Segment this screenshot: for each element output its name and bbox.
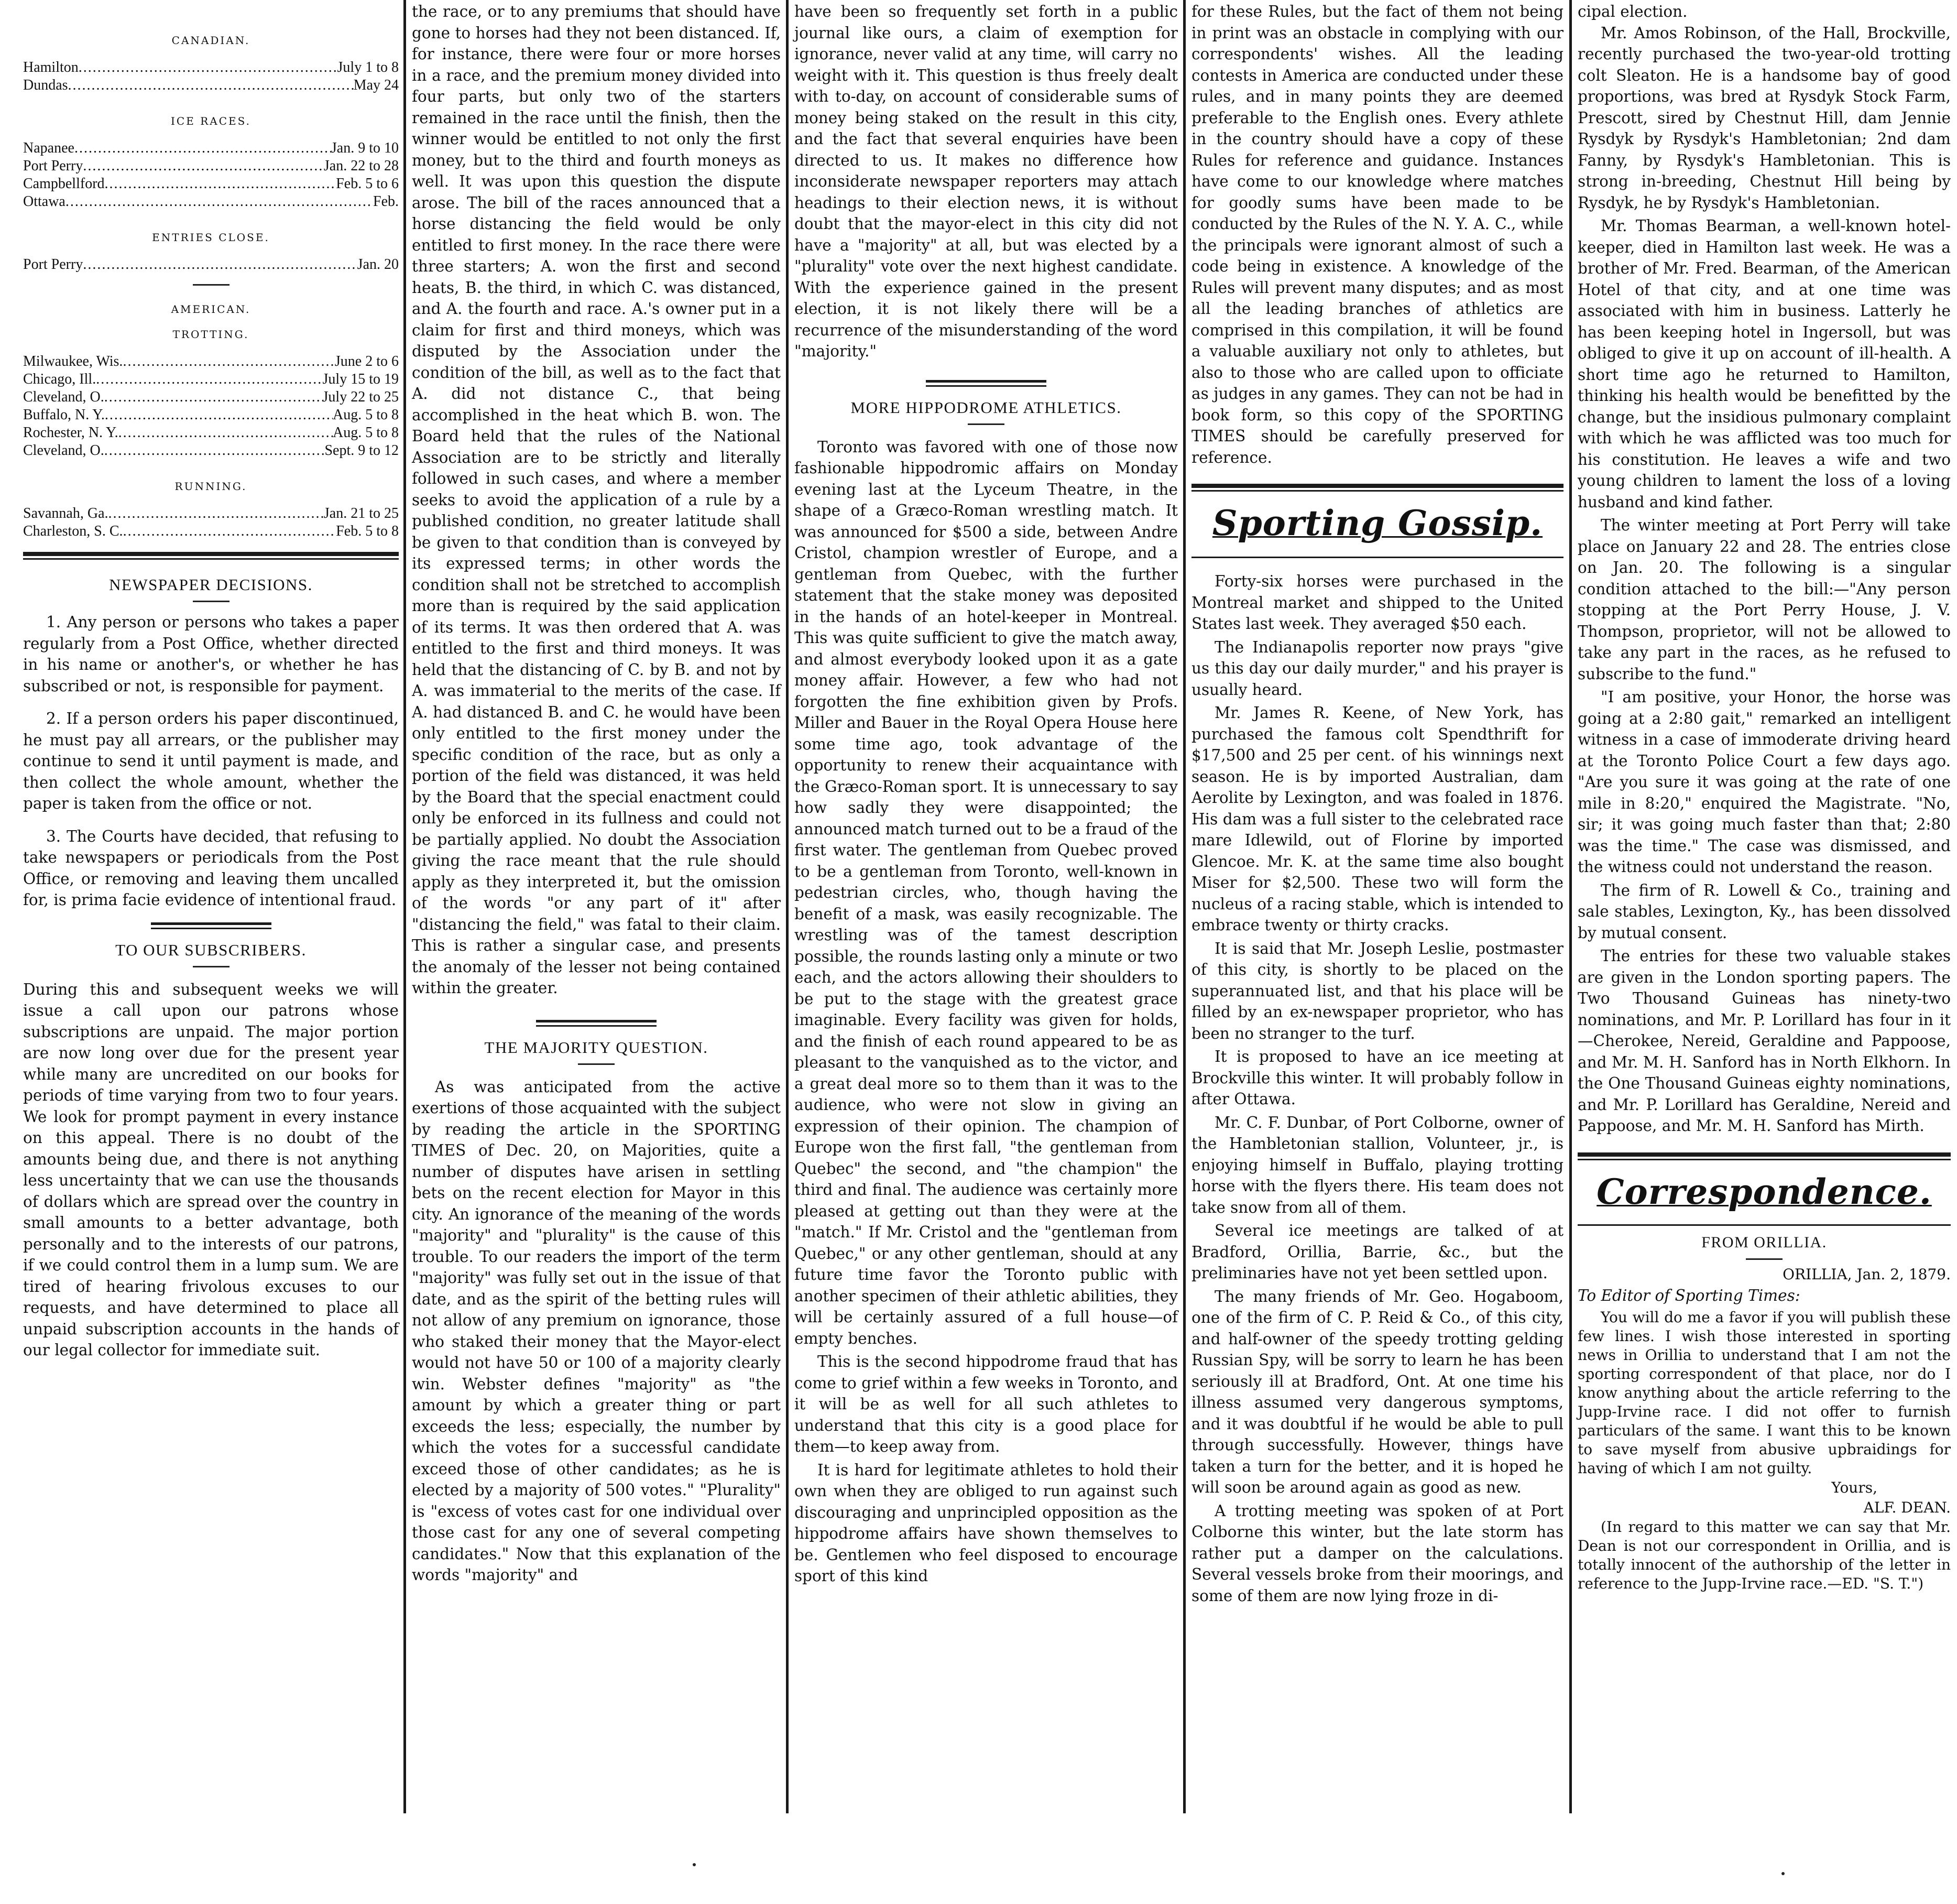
fixture-date: July 1 to 8	[337, 59, 399, 75]
gossip-item: "I am positive, your Honor, the horse was going at a 2:80 gait," remarked an intelligent witness in a case of immoderate driving heard at the Toronto Police Court a few days ago. "Are you sure it was going at the rate of one mile in 8:20," enquired the Magistrate. "No, sir; it was going much faster than that; 2:80 was the time." The case was dismissed, and the witness could not understand the reason.	[1578, 688, 1951, 876]
leader-dots	[104, 442, 325, 460]
divider	[968, 423, 1004, 425]
leader-dots	[105, 175, 336, 193]
fixture-row	[23, 77, 399, 94]
fixture-place: Chicago, Ill.	[23, 371, 96, 387]
fixture-row	[23, 59, 399, 77]
divider	[1191, 557, 1564, 558]
article-body: cipal election.	[1578, 3, 1688, 20]
fixture-place: Port Perry	[23, 158, 83, 174]
leader-dots	[68, 77, 354, 94]
heading-correspondence: Correspondence.	[1597, 1171, 1932, 1212]
fixture-row	[23, 139, 399, 157]
divider	[1578, 1152, 1951, 1157]
fixture-list	[23, 139, 399, 211]
decisions-list	[23, 612, 399, 911]
gossip-item: Mr. C. F. Dunbar, of Port Colborne, owner of the Hambletonian stallion, Volunteer, jr., is enjoying himself in Buffalo, playing trotting horse with the flyers there. His team does not take snow from all of them.	[1191, 1113, 1564, 1216]
divider	[193, 966, 229, 967]
gossip-item: It is said that Mr. Joseph Leslie, postmaster of this city, is shortly to be placed on the superannuated list, and that his place will be filled by an ex-newspaper proprietor, who has been no stranger to the turf.	[1191, 939, 1564, 1042]
leader-dots	[96, 371, 322, 388]
fixture-list	[23, 256, 399, 274]
leader-dots	[74, 139, 331, 157]
section-ice-races: ICE RACES.	[171, 115, 251, 127]
article-body: the race, or to any premiums that should have gone to horses had they not been distanced. If, for instance, there were four or more horses in a race, and the premium money divided into four parts, but only two of the starters remained in the race until the finish, then the winner would be entitled to not only the first money, but to the third and fourth moneys as well. It was upon this question the dispute arose. The bill of the races announced that a horse distancing the field would be only entitled to first money. In the race there were three starters; A. won the first and second heats, B. the third, in which C. was distanced, and A. the fourth and race. A.'s owner put in a claim for first and third moneys, which was disputed by the Association under the condition of the bill, as well as to the fact that A. did not distance C., that being accomplished in the heat which B. won. The Board held that the rules of the National Association are to be strictly and literally followed in such cases, and where a member seeks to avoid the application of a rule by a published condition, no greater latitude shall be given to that condition than is conveyed by its expressed terms; in other words the condition shall not be stretched to accomplish more than is required by the said application of its terms. It was then ordered that A. was entitled to the first and third moneys. It was held that the distancing of C. by B. and not by A. was immaterial to the merits of the case. If A. had distanced B. and C. he would have been only entitled to the first money under the specific condition of the race, but as only a portion of the field was distanced, it was held by the Board that the special enactment could only be enforced in its fullness and could not be partially applied. No doubt the Association giving the race meant that the rule should apply as they interpreted it, but the omission of the words "or any part of it" after "distancing the field," was fatal to their claim. This is rather a singular case, and presents the anomaly of the lesser not being contained within the greater.	[412, 3, 781, 997]
divider	[536, 1020, 657, 1027]
gossip-item: The winter meeting at Port Perry will take place on January 22 and 28. The entries close on Jan. 20. The following is a singular condition attached to the bill:—"Any person stopping at the Port Perry House, J. V. Thompson, proprietor, will not be allowed to take any part in the races, as he refused to subscribe to the fund."	[1578, 516, 1951, 683]
fixture-row	[23, 406, 399, 424]
divider	[193, 601, 229, 602]
letter-dateline: ORILLIA, Jan. 2, 1879.	[1783, 1265, 1951, 1283]
fixture-row	[23, 175, 399, 193]
fixture-date: Jan. 9 to 10	[331, 140, 399, 156]
heading-newspaper-decisions: NEWSPAPER DECISIONS.	[109, 575, 313, 594]
divider	[1578, 1159, 1951, 1160]
column-4	[1189, 0, 1566, 1904]
section-entries-close: ENTRIES CLOSE.	[152, 231, 270, 244]
gossip-item: The entries for these two valuable stakes are given in the London sporting papers. The Two Thousand Guineas has ninety-two nominations, and Mr. P. Lorillard has four in it—Cherokee, Nereid, Geraldine and Pappoose, and Mr. M. H. Sanford has in North Elkhorn. In the One Thousand Guineas eighty nominations, and Mr. P. Lorillard has Geraldine, Nereid and Pappoose, and Mr. M. H. Sanford has Mirth.	[1578, 947, 1951, 1135]
divider	[23, 558, 399, 560]
letter-closing: Yours,	[1831, 1479, 1877, 1496]
fixture-row	[23, 523, 399, 540]
gossip-item: The Indianapolis reporter now prays "give us this day our daily murder," and his prayer is usually heard.	[1191, 638, 1564, 699]
editor-note: (In regard to this matter we can say that Mr. Dean is not our correspondent in Orillia, and is totally innocent of the authorship of the letter in reference to the Jupp-Irvine race.—ED. "S. T.")	[1578, 1518, 1951, 1592]
leader-dots	[65, 193, 373, 211]
letter-signature: ALF. DEAN.	[1863, 1499, 1951, 1516]
fixture-place: Buffalo, N. Y.	[23, 407, 105, 423]
fixture-date: May 24	[353, 77, 399, 93]
leader-dots	[123, 353, 334, 371]
fixture-row	[23, 193, 399, 211]
article-body: This is the second hippodrome fraud that has come to grief within a few weeks in Toronto, and it will be as well for all such athletes to understand that this city is a good place for them—to keep away from.	[794, 1353, 1178, 1455]
article-body: Toronto was favored with one of those now fashionable hippodromic affairs on Monday evening last at the Lyceum Theatre, in the shape of a Græco-Roman wrestling match. It was announced for $500 a side, between Andre Cristol, champion wrestler of Europe, and a gentleman from Quebec, with the further statement that the stake money was deposited in the hands of an hotel-keeper in Montreal. This was quite sufficient to give the match away, and almost everybody looked upon it as a gate money affair. However, a few who had not forgotten the fine exhibition given by Profs. Miller and Bauer in the Royal Opera House here some time ago, took advantage of the opportunity to renew their acquaintance with the Græco-Roman sport. It is unnecessary to say how sadly they were disappointed; the announced match turned out to be a fraud of the first water. The gentleman from Quebec proved to be a gentleman from Toronto, well-known in pedestrian circles, who, though having the benefit of a mask, was easily recognizable. The wrestling was of the tamest description possible, the rounds lasting only a minute or two each, and the actors allowing their shoulders to be put to the stage with the greatest grace imaginable. Every facility was given for holds, and the finish of each round appeared to be as pleasant to the vanquished as to the victor, and a great deal more so to them than it was to the audience, who were not slow in giving an expression of their opinion. The champion of Europe won the first fall, "the gentleman from Quebec" the second, and "the champion" the third and final. The audience was certainly more pleased at getting out than they were at the "match." If Mr. Cristol and the "gentleman from Quebec," or any other gentleman, should at any future time favor the Toronto public with another specimen of their athletic abilities, they will be certainly assured of a full house—of empty benches.	[794, 438, 1178, 1347]
column-rule	[1569, 0, 1572, 1813]
letter-body: You will do me a favor if you will publish these few lines. I wish those interested in sporting news in Orillia to understand that I am not the sporting correspondent of that place, nor do I know anything about the article referring to the Jupp-Irvine race. I did not offer to furnish particulars of the same. I want this to be known to save myself from abusive upbraidings for having of which I am not guilty.	[1578, 1309, 1951, 1477]
column-1	[21, 0, 401, 1904]
column-5	[1576, 0, 1953, 1904]
article-body: have been so frequently set forth in a public journal like ours, a claim of exemption for ignorance, never valid at any time, will carry no weight with it. This question is thus freely dealt with to-day, on account of considerable sums of money being staked on the result in this city, and the fact that several enquiries have been directed to us. It makes no difference how inconsiderate newspaper reporters may attach headings to their election news, it is without doubt that the mayor-elect in this city did not have a "majority" at all, but was elected by a "plurality" vote over the next highest candidate. With the experience gained in the present election, it is not likely there will be a recurrence of the misunderstanding of the word "majority."	[794, 3, 1178, 360]
fixture-date: Jan. 21 to 25	[323, 505, 399, 521]
divider	[1578, 1224, 1951, 1226]
gossip-item: The firm of R. Lowell & Co., training and sale stables, Lexington, Ky., has been dissolved by mutual consent.	[1578, 881, 1951, 942]
fixture-place: Napanee	[23, 140, 74, 156]
gossip-item: Mr. Thomas Bearman, a well-known hotel-keeper, died in Hamilton last week. He was a brother of Mr. Fred. Bearman, of the American Hotel of that city, and at one time was associated with him in business. Latterly he has been keeping hotel in Ingersoll, but was obliged to give it up on account of ill-health. A short time ago he returned to Hamilton, thinking his health would be benefitted by the change, but the insidious pulmonary complaint with which he was afflicted was too much for his constitution. He leaves a wife and two young children to lament the loss of a loving husband and kind father.	[1578, 217, 1951, 511]
divider	[1191, 484, 1564, 488]
section-running: RUNNING.	[174, 480, 247, 493]
fixture-date: Jan. 20	[357, 256, 399, 273]
leader-dots	[108, 505, 324, 523]
column-rule	[1183, 0, 1186, 1813]
decision-item: 1. Any person or persons who takes a paper regularly from a Post Office, whether directed in his name or another's, or whether he has subscribed or not, is responsible for payment.	[23, 613, 399, 695]
fixture-place: Port Perry	[23, 256, 83, 273]
column-rule	[786, 0, 789, 1813]
fixture-place: Hamilton	[23, 59, 79, 75]
fixture-date: Sept. 9 to 12	[324, 442, 399, 459]
divider	[1191, 490, 1564, 492]
fixture-row	[23, 388, 399, 406]
gossip-items	[1578, 23, 1951, 1137]
section-american: AMERICAN.	[171, 303, 251, 315]
fixture-row	[23, 256, 399, 274]
divider	[23, 552, 399, 556]
fixture-place: Campbellford	[23, 176, 105, 192]
fixture-date: June 2 to 6	[334, 353, 399, 369]
fixture-place: Dundas	[23, 77, 68, 93]
fixture-date: Aug. 5 to 8	[333, 425, 399, 441]
gossip-items	[1191, 571, 1564, 1606]
leader-dots	[105, 406, 333, 424]
fixture-place: Savannah, Ga.	[23, 505, 108, 521]
fixture-place: Charleston, S. C.	[23, 523, 123, 539]
heading-from-orillia: FROM ORILLIA.	[1701, 1233, 1827, 1251]
leader-dots	[83, 157, 324, 175]
fixture-list	[23, 505, 399, 540]
fixture-row	[23, 353, 399, 371]
fixture-date: Aug. 5 to 8	[333, 407, 399, 423]
print-speck	[1781, 1872, 1785, 1875]
heading-majority-question: THE MAJORITY QUESTION.	[484, 1038, 708, 1057]
fixture-row	[23, 157, 399, 175]
column-2	[410, 0, 783, 1904]
fixture-date: Jan. 22 to 28	[323, 158, 399, 174]
gossip-item: Mr. Amos Robinson, of the Hall, Brockville, recently purchased the two-year-old trotting colt Sleaton. He is a handsome bay of good proportions, was bred at Rysdyk Stock Farm, Prescott, sired by Chestnut Hill, dam Jennie Rysdyk by Rysdyk's Hambletonian; 2nd dam Fanny, by Rysdyk's Hambletonian. This is strong in-breeding, Chestnut Hill being by Rysdyk, he by Rysdyk's Hambletonian.	[1578, 24, 1951, 212]
divider	[578, 1063, 615, 1065]
divider	[193, 284, 229, 286]
fixture-list	[23, 59, 399, 94]
fixture-row	[23, 424, 399, 442]
fixture-place: Milwaukee, Wis.	[23, 353, 123, 369]
leader-dots	[123, 523, 336, 540]
fixture-place: Cleveland, O.	[23, 442, 104, 459]
gossip-item: The many friends of Mr. Geo. Hogaboom, one of the firm of C. P. Reid & Co., of this city, and half-owner of the speedy trotting gelding Russian Spy, will be sorry to learn he has been seriously ill at Bradford, Ont. At one time his illness assumed very dangerous symptoms, and it was doubtful if he would be able to pull through successfully. However, things have taken a turn for the better, and it is hoped he will soon be around again as good as new.	[1191, 1287, 1564, 1496]
article-body: As was anticipated from the active exertions of those acquainted with the subject by reading the article in the SPORTING TIMES of Dec. 20, on Majorities, quite a number of disputes have arisen in settling bets on the recent election for Mayor in this city. An ignorance of the meaning of the words "majority" and "plurality" is the cause of this trouble. To our readers the import of the term "majority" was fully set out in the issue of that date, and as the spirit of the betting rules will not allow of any premium on ignorance, those who staked their money that the Mayor-elect would not have 50 or 100 of a majority clearly win. Webster defines "majority" as "the amount by which a greater thing or part exceeds the less; especially, the number by which the votes for a successful candidate exceed those of other candidates; as he is elected by a majority of 500 votes." "Plurality" is "excess of votes cast for one individual over those cast for any one of several competing candidates." Now that this explanation of the words "majority" and	[412, 1078, 781, 1584]
section-trotting: TROTTING.	[172, 328, 249, 341]
fixture-date: Feb. 5 to 6	[336, 176, 399, 192]
gossip-item: It is proposed to have an ice meeting at Brockville this winter. It will probably follow in after Ottawa.	[1191, 1048, 1564, 1108]
leader-dots	[83, 256, 357, 274]
leader-dots	[79, 59, 337, 77]
gossip-item: Mr. James R. Keene, of New York, has purchased the famous colt Spendthrift for $17,500 and 25 per cent. of his winnings next season. He is by imported Australian, dam Aerolite by Lexington, and was foaled in 1876. His dam was a full sister to the celebrated race mare Idlewild, out of Florine by imported Glencoe. Mr. K. at the same time also bought Miser for $2,500. These two will form the nucleus of a racing stable, which is intended to embrace twenty or thirty cracks.	[1191, 704, 1564, 934]
article-body: It is hard for legitimate athletes to hold their own when they are obliged to run against such discouraging and unprincipled opposition as the hippodrome affairs have shown themselves to be. Gentlemen who feel disposed to encourage sport of this kind	[794, 1461, 1178, 1585]
fixture-date: Feb.	[373, 193, 399, 210]
fixture-row	[23, 442, 399, 460]
column-3	[792, 0, 1180, 1904]
print-speck	[693, 1863, 696, 1866]
fixture-row	[23, 371, 399, 388]
fixture-date: Feb. 5 to 8	[336, 523, 399, 539]
heading-more-hippodrome-athletics: MORE HIPPODROME ATHLETICS.	[850, 398, 1122, 417]
fixture-place: Rochester, N. Y.	[23, 425, 118, 441]
decision-item: 2. If a person orders his paper discontinued, he must pay all arrears, or the publisher may continue to send it until payment is made, and then collect the whole amount, whether the paper is taken from the office or not.	[23, 710, 399, 812]
letter-salutation: To Editor of Sporting Times:	[1578, 1286, 1800, 1304]
gossip-item: Forty-six horses were purchased in the Montreal market and shipped to the United States last week. They averaged $50 each.	[1191, 572, 1564, 633]
heading-sporting-gossip: Sporting Gossip.	[1212, 503, 1543, 543]
column-rule	[403, 0, 406, 1813]
gossip-item: Several ice meetings are talked of at Bradford, Orillia, Barrie, &c., but the preliminaries have not yet been settled upon.	[1191, 1222, 1564, 1282]
article-body: During this and subsequent weeks we will issue a call upon our patrons whose subscriptions are unpaid. The major portion are now long over due for the present year while many are uncredited on our books for periods of time varying from two to four years. We look for prompt payment in every instance on this appeal. There is no doubt of the amounts being due, and there is not anything less uncertainty that we can use the thousands of dollars which are spread over the country in small amounts to a better advantage, both personally and to the interests of our patrons, if we could control them in a lump sum. We are tired of hearing frivolous excuses to our requests, and have determined to place all unpaid subscription accounts in the hands of our legal collector for immediate suit.	[23, 980, 399, 1359]
leader-dots	[118, 424, 333, 442]
divider	[151, 922, 271, 929]
decision-item: 3. The Courts have decided, that refusing to take newspapers or periodicals from the Post Office, or removing and leaving them uncalled for, is prima facie evidence of intentional fraud.	[23, 827, 399, 909]
leader-dots	[104, 388, 323, 406]
article-body: for these Rules, but the fact of them not being in print was an obstacle in complying with our correspondents' wishes. All the leading contests in America are conducted under these rules, and in many points they are deemed preferable to the English ones. Every athlete in the country should have a copy of these Rules for reference and guidance. Instances have come to our knowledge where matches for goodly sums have been made to be conducted by the Rules of the N. Y. A. C., while the principals were ignorant almost of such a code being in existence. A knowledge of the Rules will prevent many disputes; and as most all the leading branches of athletics are comprised in this compilation, it will be found a valuable auxiliary not only to athletes, but also to those who are called upon to officiate as judges in any games. They can not be had in book form, so this copy of the SPORTING TIMES should be carefully preserved for reference.	[1191, 3, 1564, 466]
divider	[1746, 1258, 1783, 1260]
fixture-row	[23, 505, 399, 523]
divider	[926, 380, 1046, 387]
section-canadian: CANADIAN.	[171, 34, 250, 47]
fixture-list	[23, 353, 399, 460]
fixture-date: July 15 to 19	[322, 371, 399, 387]
fixture-place: Ottawa	[23, 193, 65, 210]
gossip-item: A trotting meeting was spoken of at Port Colborne this winter, but the late storm has rather put a damper on the calculations. Several vessels broke from their moorings, and some of them are now lying froze in di-	[1191, 1502, 1564, 1605]
heading-to-our-subscribers: TO OUR SUBSCRIBERS.	[115, 940, 307, 959]
fixture-place: Cleveland, O.	[23, 389, 104, 405]
fixture-date: July 22 to 25	[322, 389, 399, 405]
